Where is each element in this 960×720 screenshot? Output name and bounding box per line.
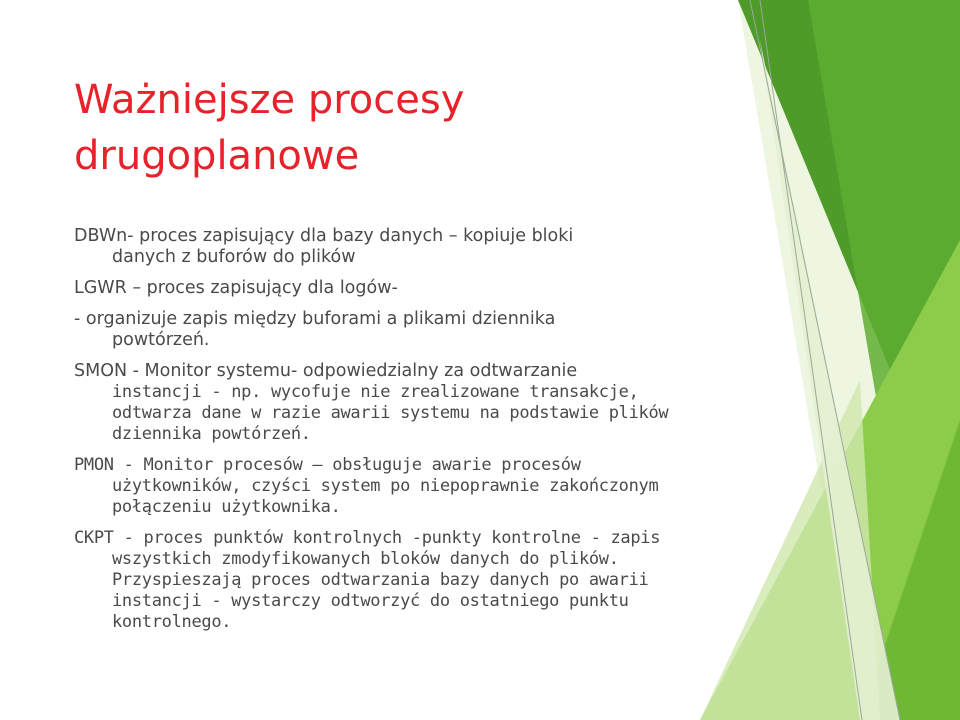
slide-body	[74, 226, 734, 633]
paragraph-line: instancji - wystarczy odtworzyć do ostatniego punktu	[112, 591, 629, 611]
paragraph-line: odtwarza dane w razie awarii systemu na podstawie plików	[112, 403, 669, 423]
slide-title	[74, 72, 674, 184]
paragraph-line: powtórzeń.	[112, 330, 210, 350]
title-line-2: drugoplanowe	[74, 133, 360, 179]
paragraph-line: instancji - np. wycofuje nie zrealizowane transakcje,	[112, 382, 639, 402]
paragraph-line: LGWR – proces zapisujący dla logów-	[74, 278, 398, 298]
paragraph-line: kontrolnego.	[112, 612, 232, 632]
title-line-1: Ważniejsze procesy	[74, 77, 465, 123]
paragraph-line: PMON - Monitor procesów – obsługuje awarie procesów	[74, 455, 581, 475]
paragraph-smon	[74, 361, 734, 445]
paragraph-line: DBWn- proces zapisujący dla bazy danych – kopiuje bloki	[74, 226, 574, 246]
paragraph-line: połączeniu użytkownika.	[112, 497, 341, 517]
paragraph-dbwn	[74, 226, 734, 268]
paragraph-line: dziennika powtórzeń.	[112, 424, 311, 444]
paragraph-line: użytkowników, czyści system po niepoprawnie zakończonym	[112, 476, 659, 496]
paragraph-pmon	[74, 455, 734, 518]
paragraph-lgwr-detail	[74, 309, 734, 351]
paragraph-line: SMON - Monitor systemu- odpowiedzialny za odtwarzanie	[74, 361, 578, 381]
paragraph-lgwr	[74, 278, 734, 299]
paragraph-line: wszystkich zmodyfikowanych bloków danych do plików.	[112, 549, 619, 569]
paragraph-ckpt	[74, 528, 734, 633]
paragraph-line: CKPT - proces punktów kontrolnych -punkty kontrolne - zapis	[74, 528, 661, 548]
paragraph-line: Przyspieszają proces odtwarzania bazy danych po awarii	[112, 570, 649, 590]
paragraph-line: - organizuje zapis między buforami a plikami dziennika	[74, 309, 556, 329]
paragraph-line: danych z buforów do plików	[112, 247, 356, 267]
